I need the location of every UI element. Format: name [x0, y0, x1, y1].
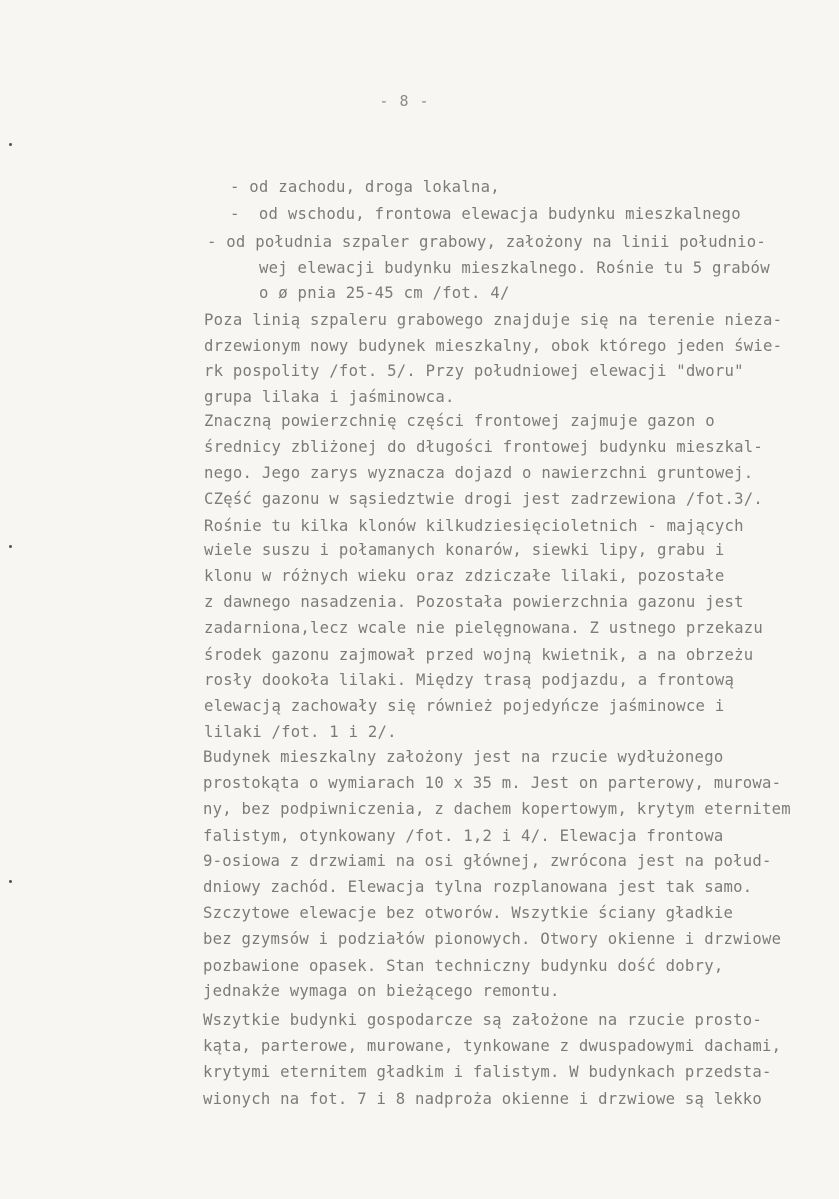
text-line: wej elewacji budynku mieszkalnego. Rośnie tu 5 grabów [259, 259, 770, 277]
text-line: pozbawione opasek. Stan techniczny budynku dość dobry, [203, 957, 724, 975]
text-line: Znaczną powierzchnię części frontowej zajmuje gazon o [204, 412, 715, 430]
text-line: bez gzymsów i podziałów pionowych. Otwory okienne i drzwiowe [203, 930, 782, 948]
text-line: wionych na fot. 7 i 8 nadproża okienne i drzwiowe są lekko [203, 1090, 763, 1108]
margin-dot [9, 143, 12, 146]
margin-dot [9, 545, 12, 548]
text-line: drzewionym nowy budynek mieszkalny, obok którego jeden świe- [204, 337, 783, 355]
text-line: 9-osiowa z drzwiami na osi głównej, zwrócona jest na połud- [203, 852, 772, 870]
text-line: krytymi eternitem gładkim i falistym. W budynkach przedsta- [203, 1063, 772, 1081]
text-line: Poza linią szpaleru grabowego znajduje się na terenie nieza- [204, 311, 783, 329]
text-line: rk pospolity /fot. 5/. Przy południowej elewacji "dworu" [204, 362, 744, 380]
text-line: środek gazonu zajmował przed wojną kwietnik, a na obrzeżu [204, 646, 754, 664]
text-line: dniowy zachód. Elewacja tylna rozplanowana jest tak samo. [203, 878, 753, 896]
text-line: Wszytkie budynki gospodarcze są założone na rzucie prosto- [203, 1011, 763, 1029]
text-line: - od zachodu, droga lokalna, [230, 178, 500, 196]
text-line: wiele suszu i połamanych konarów, siewki lipy, grabu i [204, 541, 725, 559]
text-line: Rośnie tu kilka klonów kilkudziesięcioletnich - mających [204, 517, 744, 535]
page-number: - 8 - [379, 92, 430, 110]
text-line: Budynek mieszkalny założony jest na rzucie wydłużonego [203, 748, 724, 766]
text-line: zadarniona,lecz wcale nie pielęgnowana. Z ustnego przekazu [204, 619, 764, 637]
text-line: kąta, parterowe, murowane, tynkowane z dwuspadowymi dachami, [203, 1037, 782, 1055]
text-line: Szczytowe elewacje bez otworów. Wszytkie ściany gładkie [203, 904, 734, 922]
text-line: rosły dookoła lilaki. Między trasą podjazdu, a frontową [204, 671, 735, 689]
text-line: jednakże wymaga on bieżącego remontu. [203, 982, 560, 1000]
text-line: nego. Jego zarys wyznacza dojazd o nawierzchni gruntowej. [204, 464, 754, 482]
text-line: falistym, otynkowany /fot. 1,2 i 4/. Elewacja frontowa [203, 827, 724, 845]
text-line: ny, bez podpiwniczenia, z dachem kopertowym, krytym eternitem [203, 800, 791, 818]
text-line: średnicy zbliżonej do długości frontowej budynku mieszkal- [204, 438, 764, 456]
text-line: z dawnego nasadzenia. Pozostała powierzchnia gazonu jest [204, 593, 744, 611]
margin-dot [9, 880, 12, 883]
text-line: CZęść gazonu w sąsiedztwie drogi jest zadrzewiona /fot.3/. [204, 490, 764, 508]
text-line: - od wschodu, frontowa elewacja budynku mieszkalnego [230, 205, 741, 223]
text-line: klonu w różnych wieku oraz zdziczałe lilaki, pozostałe [204, 567, 725, 585]
text-line: o ø pnia 25-45 cm /fot. 4/ [259, 284, 510, 302]
text-line: elewacją zachowały się również pojedyńcze jaśminowce i [204, 697, 725, 715]
text-line: prostokąta o wymiarach 10 x 35 m. Jest on parterowy, murowa- [203, 774, 782, 792]
text-line: grupa lilaka i jaśminowca. [204, 388, 455, 406]
text-line: lilaki /fot. 1 i 2/. [204, 723, 397, 741]
text-line: - od południa szpaler grabowy, założony na linii południo- [207, 233, 767, 251]
